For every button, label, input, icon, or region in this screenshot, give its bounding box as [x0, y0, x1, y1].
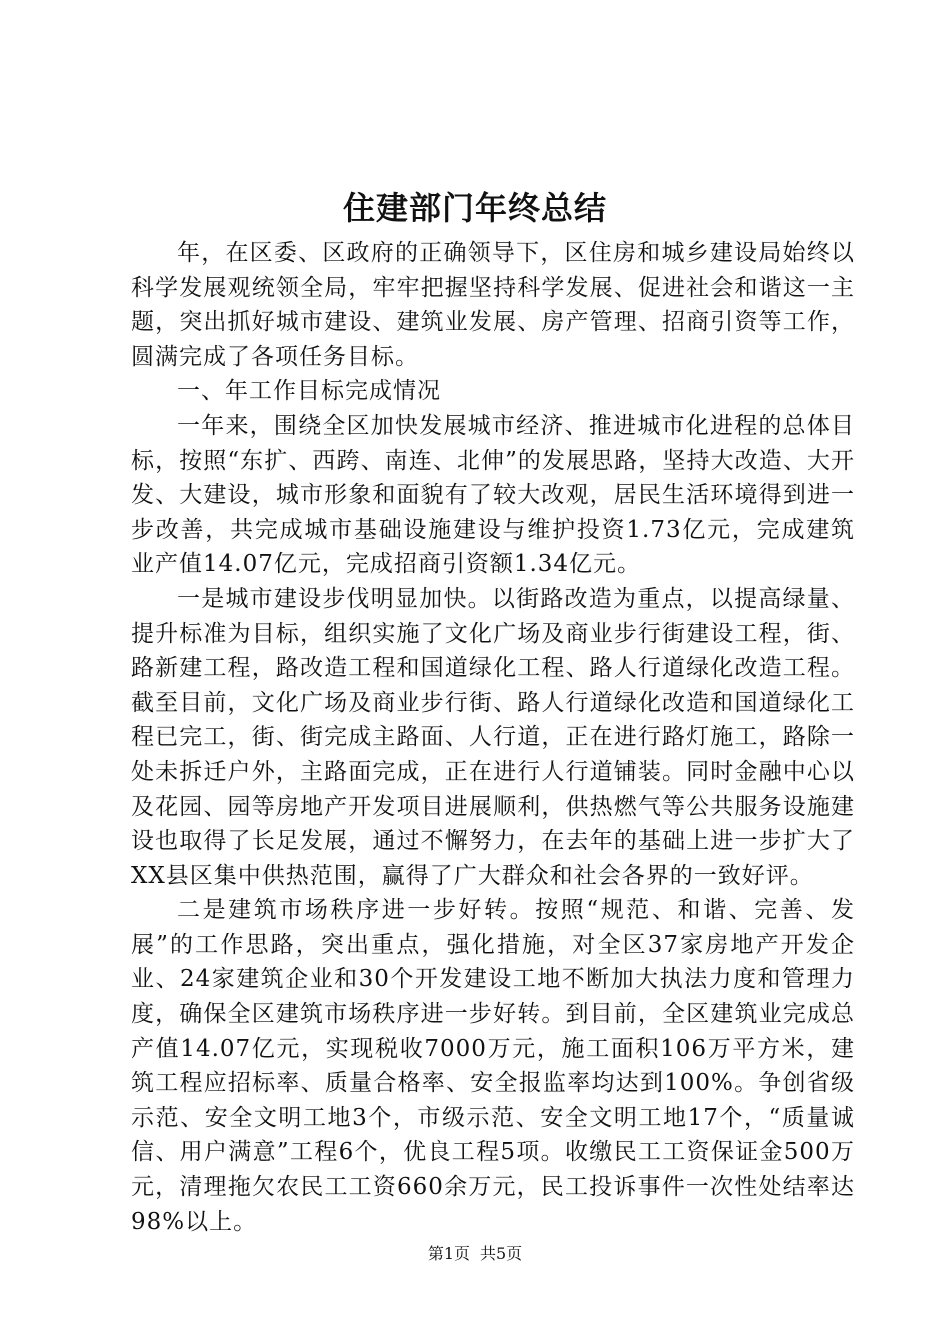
document-title: 住建部门年终总结 [342, 189, 607, 227]
paragraph-construction-market: 二是建筑市场秩序进一步好转。按照“规范、和谐、完善、发展”的工作思路，突出重点，强化措施，对全区37家房地产开发企业、24家建筑企业和30个开发建设工地不断加大执法力度和管理力度，确保全区建筑市场秩序进一步好转。到目前，全区建筑业完成总产值14.07亿元，实现税收7000万元，施工面积106万平方米，建筑工程应招标率、质量合格率、安全报监率均达到100%。争创省级示范、安全文明工地3个，市级示范、安全文明工地17个，“质量诚信、用户满意”工程6个，优良工程5项。收缴民工工资保证金500万元，清理拖欠农民工工资660余万元，民工投诉事件一次性处结率达98%以上。 [131, 897, 855, 1235]
page-footer [0, 1242, 950, 1266]
paragraph-overview: 一年来，围绕全区加快发展城市经济、推进城市化进程的总体目标，按照“东扩、西跨、南连、北伸”的发展思路，坚持大改造、大开发、大建设，城市形象和面貌有了较大改观，居民生活环境得到进一步改善，共完成城市基础设施建设与维护投资1.73亿元，完成建筑业产值14.07亿元，完成招商引资额1.34亿元。 [131, 412, 855, 578]
paragraph-urban-construction: 一是城市建设步伐明显加快。以街路改造为重点，以提高绿量、提升标准为目标，组织实施了文化广场及商业步行街建设工程，街、路新建工程，路改造工程和国道绿化工程、路人行道绿化改造工程。截至目前，文化广场及商业步行街、路人行道绿化改造和国道绿化工程已完工，街、街完成主路面、人行道，正在进行路灯施工，路除一处未拆迁户外，主路面完成，正在进行人行道铺装。同时金融中心以及花园、园等房地产开发项目进展顺利，供热燃气等公共服务设施建设也取得了长足发展，通过不懈努力，在去年的基础上进一步扩大了XX县区集中供热范围，赢得了广大群众和社会各界的一致好评。 [131, 585, 855, 889]
document-body [131, 236, 855, 1239]
page-number: 第1页 [427, 1244, 470, 1263]
page-total: 共5页 [480, 1244, 523, 1263]
paragraph-intro: 年，在区委、区政府的正确领导下，区住房和城乡建设局始终以科学发展观统领全局，牢牢把握坚持科学发展、促进社会和谐这一主题，突出抓好城市建设、建筑业发展、房产管理、招商引资等工作，圆满完成了各项任务目标。 [131, 240, 855, 370]
section-heading: 一、年工作目标完成情况 [177, 378, 441, 405]
